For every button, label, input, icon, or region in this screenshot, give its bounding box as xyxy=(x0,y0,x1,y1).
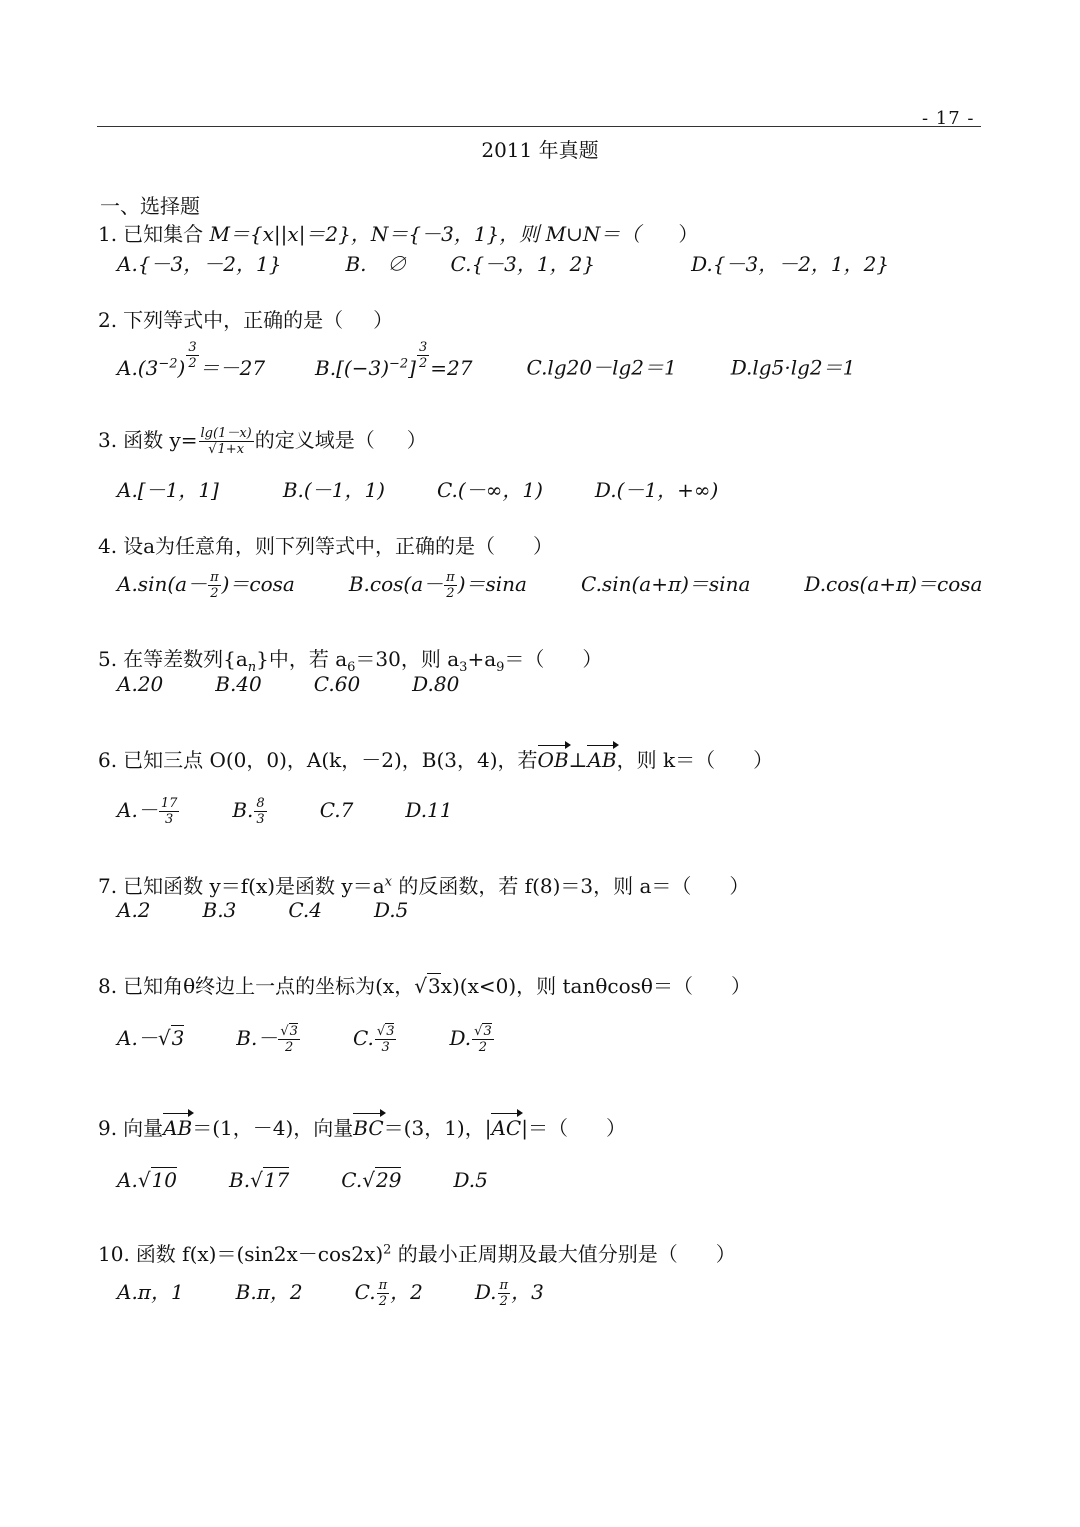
question-number: 7. xyxy=(98,874,118,898)
option-b: B.40 xyxy=(215,672,262,696)
option-a: A.{－3，－2，1} xyxy=(117,252,282,276)
question-5 xyxy=(98,643,602,675)
option-a: A.20 xyxy=(117,672,164,696)
option-c: C.60 xyxy=(313,672,361,696)
question-number: 1. xyxy=(98,222,118,246)
question-stem-math: M＝{x||x|＝2}，N＝{－3，1}，则 M∪N＝（ xyxy=(209,222,641,246)
option-b: B.3 xyxy=(202,898,237,922)
option-b: B.π，2 xyxy=(235,1280,303,1304)
question-10-options xyxy=(117,1276,544,1309)
option-a: A.sin(a－ $\frac{\pi}{2}$ )＝cosa xyxy=(117,570,295,601)
question-close: ） xyxy=(373,308,394,332)
option-b: B.cos(a－ $\frac{\pi}{2}$ )＝sina xyxy=(348,570,527,601)
question-8 xyxy=(98,970,751,999)
section-title: 一、选择题 xyxy=(100,194,200,218)
question-6-options xyxy=(117,794,453,827)
option-d: D.(－1，+∞) xyxy=(594,478,719,502)
option-d: D.5 xyxy=(453,1168,488,1192)
option-c: C.7 xyxy=(319,798,354,822)
question-8-options xyxy=(117,1022,495,1055)
option-b: B.(－1，1) xyxy=(282,478,385,502)
option-b: $B.[(-3)^{-2}]$ $\frac{3}{2}$ =27 xyxy=(315,340,473,380)
question-stem: 函数 y= $\frac{\lg(1-x)}{√1+x}$ 的定义域是（ xyxy=(123,426,375,457)
question-stem: 已知角θ终边上一点的坐标为(x，√3x)(x<0)，则 tanθcosθ＝（ xyxy=(123,974,693,998)
question-stem: 函数 $f(x)=(\sin 2x-\cos 2x)^2$ 的最小正周期及最大值分别是（ xyxy=(135,1242,678,1266)
question-6 xyxy=(98,744,773,773)
question-stem: 下列等式中，正确的是（ xyxy=(123,308,344,332)
option-d: D.11 xyxy=(405,798,453,822)
question-10 xyxy=(98,1238,736,1267)
question-close: ） xyxy=(605,1116,626,1140)
question-4-options xyxy=(117,568,982,601)
question-close: ） xyxy=(582,647,603,671)
option-c: C.4 xyxy=(288,898,322,922)
question-number: 5. xyxy=(98,647,118,671)
header-rule xyxy=(97,126,981,127)
question-number: 9. xyxy=(98,1116,118,1140)
option-d: D.5 xyxy=(373,898,409,922)
option-b: B. $\frac{8}{3}$ xyxy=(232,796,265,827)
question-3 xyxy=(98,424,427,457)
question-number: 4. xyxy=(98,534,118,558)
option-a: $A.(3^{-2})$ $\frac{3}{2}$ ＝－27 xyxy=(117,340,266,380)
option-a: A.－ $\frac{17}{3}$ xyxy=(117,796,178,827)
question-close: ） xyxy=(533,534,554,558)
option-b: B.－ $\frac{√3}{2}$ xyxy=(236,1024,298,1055)
option-a: A.－√3 xyxy=(117,1026,185,1050)
option-d: D.lg5·lg2＝1 xyxy=(730,355,856,380)
page-number: - 17 - xyxy=(922,108,975,129)
option-c: C. $\frac{√3}{3}$ xyxy=(352,1024,395,1055)
option-a: A.[－1，1] xyxy=(117,478,219,502)
question-4 xyxy=(98,530,553,559)
question-stem: 已知函数 y＝f(x)是函数 $y=a^x$ 的反函数，若 f(8)＝3，则 a＝（ xyxy=(123,874,692,898)
question-stem: 已知三点 O(0，0)，A(k，－2)，B(3，4)，若OB⊥AB，则 k＝（ xyxy=(123,748,716,772)
option-d: D.80 xyxy=(412,672,460,696)
option-d: D.{－3，－2，1，2} xyxy=(691,252,890,276)
page-title: 2011 年真题 xyxy=(481,138,599,162)
option-c: C. $\frac{\pi}{2}$ ，2 xyxy=(354,1278,423,1309)
question-9-options xyxy=(117,1168,488,1192)
question-number: 8. xyxy=(98,974,118,998)
question-5-options xyxy=(117,672,459,696)
question-close: ） xyxy=(715,1242,736,1266)
question-number: 6. xyxy=(98,748,118,772)
option-c: C.lg20－lg2＝1 xyxy=(526,355,677,380)
question-stem: 在等差数列$\{a_n\}$中，若 $a_6=30$，则 $a_3+a_9=$（ xyxy=(123,647,545,675)
question-close: ） xyxy=(753,748,774,772)
option-b: B.√17 xyxy=(229,1168,290,1192)
option-c: C.√29 xyxy=(341,1168,402,1192)
option-b: B. ∅ xyxy=(345,252,407,276)
option-d: D.cos(a+π)＝cosa xyxy=(804,572,983,596)
question-stem: 设a为任意角，则下列等式中，正确的是（ xyxy=(123,534,496,558)
option-c: C.sin(a+π)＝sina xyxy=(580,572,751,596)
question-2-options xyxy=(117,340,855,381)
question-1 xyxy=(98,218,698,247)
option-c: C.{－3，1，2} xyxy=(450,252,596,276)
question-number: 2. xyxy=(98,308,118,332)
question-close: ） xyxy=(406,428,427,452)
question-stem: 向量AB＝(1，－4)，向量BC＝(3，1)，|AC|＝（ xyxy=(123,1116,568,1140)
question-stem: 已知集合 xyxy=(123,222,210,246)
question-7-options xyxy=(117,898,408,922)
option-a: A.√10 xyxy=(117,1168,178,1192)
question-9 xyxy=(98,1112,626,1141)
question-number: 10. xyxy=(98,1242,130,1266)
question-close: ） xyxy=(678,222,699,246)
question-close: ） xyxy=(729,874,750,898)
option-a: A.π，1 xyxy=(117,1280,184,1304)
question-number: 3. xyxy=(98,428,118,452)
question-close: ） xyxy=(730,974,751,998)
question-7 xyxy=(98,870,749,899)
question-2 xyxy=(98,304,393,333)
option-a: A.2 xyxy=(117,898,151,922)
option-d: D. $\frac{\pi}{2}$ ，3 xyxy=(474,1278,544,1309)
option-c: C.(－∞，1) xyxy=(436,478,543,502)
option-d: D. $\frac{√3}{2}$ xyxy=(449,1024,492,1055)
question-1-options xyxy=(117,248,889,277)
question-3-options xyxy=(117,474,718,503)
